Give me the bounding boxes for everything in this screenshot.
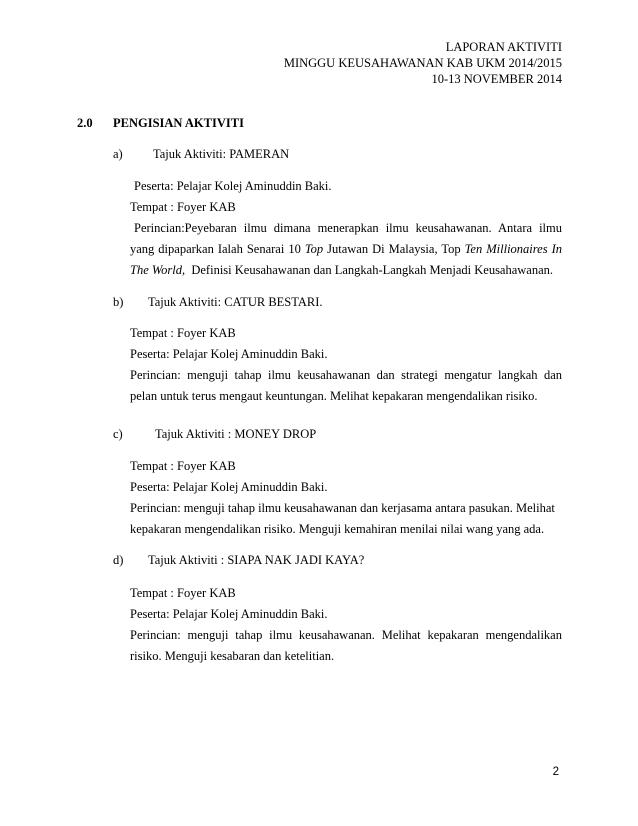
activity-item-a (113, 145, 562, 277)
activity-letter: b) (113, 295, 124, 309)
activity-letter: a) (113, 147, 123, 161)
activity-letter: c) (113, 427, 123, 441)
activity-perincian-line: The World, Definisi Keusahawanan dan Langkah-Langkah Menjadi Keusahawanan. (130, 263, 554, 277)
activity-item-d (113, 551, 562, 663)
activity-details (130, 583, 562, 667)
activity-item-b (113, 293, 562, 403)
activity-details (130, 176, 562, 281)
activity-tempat: Tempat : Foyer KAB (130, 586, 236, 600)
activity-peserta: Peserta: Pelajar Kolej Aminuddin Baki. (130, 480, 328, 494)
activity-title-row (113, 425, 562, 443)
section-number: 2.0 (77, 116, 93, 130)
activity-title: Tajuk Aktiviti : SIAPA NAK JADI KAYA? (148, 553, 365, 567)
activity-title-row (113, 293, 562, 311)
activity-letter: d) (113, 553, 124, 567)
activity-perincian-line: kepakaran mengendalikan risiko. Menguji kemahiran menilai nilai wang yang ada. (130, 522, 545, 536)
activity-tempat: Tempat : Foyer KAB (130, 326, 236, 340)
section-title: PENGISIAN AKTIVITI (113, 116, 244, 130)
activity-details (130, 456, 562, 540)
activity-peserta: Peserta: Pelajar Kolej Aminuddin Baki. (134, 179, 332, 193)
activity-title: Tajuk Aktiviti : MONEY DROP (155, 427, 317, 441)
activity-perincian-line: yang dipaparkan Ialah Senarai 10 Top Jutawan Di Malaysia, Top Ten Millionaires In (130, 242, 562, 256)
activity-perincian-line: Perincian: menguji tahap ilmu keusahawanan dan kerjasama antara pasukan. Melihat (130, 501, 555, 515)
header-subtitle: MINGGU KEUSAHAWANAN KAB UKM 2014/2015 (283, 56, 562, 70)
activity-perincian-line: pelan untuk terus mengaut keuntungan. Melihat kepakaran mengendalikan risiko. (130, 389, 538, 403)
activity-title: Tajuk Aktiviti: PAMERAN (153, 147, 290, 161)
activity-title-row (113, 551, 562, 569)
activity-title: Tajuk Aktiviti: CATUR BESTARI. (148, 295, 323, 309)
activity-perincian-line: Perincian: menguji tahap ilmu keusahawanan. Melihat kepakaran mengendalikan (130, 628, 562, 642)
page-number: 2 (552, 766, 559, 778)
report-header (284, 39, 562, 87)
activity-tempat: Tempat : Foyer KAB (130, 459, 236, 473)
activity-peserta: Peserta: Pelajar Kolej Aminuddin Baki. (130, 347, 328, 361)
section-heading (77, 116, 244, 131)
activity-tempat: Tempat : Foyer KAB (130, 200, 236, 214)
activity-title-row (113, 145, 562, 163)
activity-perincian-line: Perincian:Peyebaran ilmu dimana menerapkan ilmu keusahawanan. Antara ilmu (134, 221, 562, 235)
activity-perincian-line: risiko. Menguji kesabaran dan ketelitian. (130, 649, 335, 663)
header-date: 10-13 NOVEMBER 2014 (431, 72, 562, 86)
activity-details (130, 323, 562, 407)
activity-perincian-line: Perincian: menguji tahap ilmu keusahawanan dan strategi mengatur langkah dan (130, 368, 562, 382)
header-title: LAPORAN AKTIVITI (445, 40, 562, 54)
activity-peserta: Peserta: Pelajar Kolej Aminuddin Baki. (130, 607, 328, 621)
activity-item-c (113, 425, 562, 536)
